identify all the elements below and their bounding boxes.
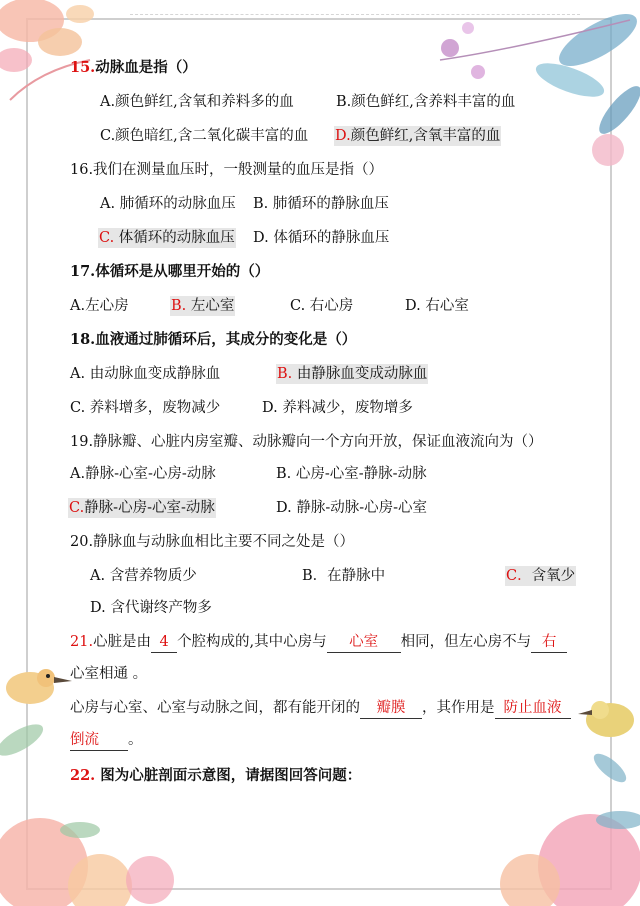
- q20-stem: 20.静脉血与动脉血相比主要不同之处是（）: [70, 534, 355, 550]
- q19-option-d: D. 静脉-动脉-心房-心室: [276, 500, 428, 516]
- q21-line-4: 倒流 。: [70, 730, 143, 751]
- q17-stem: 17.体循环是从哪里开始的（）: [70, 263, 270, 280]
- q19-option-a: A.静脉-心室-心房-动脉: [70, 466, 216, 482]
- q19-option-c-answer: C.静脉-心房-心室-动脉: [69, 500, 215, 516]
- q20-option-c-answer: C．含氧少: [506, 568, 576, 584]
- q19-option-b: B. 心房-心室-静脉-动脉: [276, 466, 427, 482]
- q16-option-c-answer: C. 体循环的动脉血压: [99, 230, 235, 246]
- q21-answer-1: 4: [151, 632, 177, 653]
- q17-option-a: A.左心房: [70, 298, 129, 314]
- q20-option-a: A. 含营养物质少: [90, 568, 197, 584]
- q21-answer-5b: 倒流: [70, 730, 128, 751]
- q15-option-c: C.颜色暗红,含二氧化碳丰富的血: [100, 128, 309, 144]
- q18-stem: 18.血液通过肺循环后，其成分的变化是（）: [70, 331, 357, 348]
- q21-answer-4: 瓣膜: [360, 698, 422, 719]
- q21-answer-2: 心室: [327, 632, 401, 653]
- q18-option-a: A. 由动脉血变成静脉血: [70, 366, 221, 382]
- q16-stem: 16.我们在测量血压时，一般测量的血压是指（）: [70, 162, 384, 178]
- q17-option-d: D. 右心室: [405, 298, 469, 314]
- q19-stem: 19.静脉瓣、心脏内房室瓣、动脉瓣向一个方向开放，保证血液流向为（）: [70, 434, 543, 450]
- q17-option-c: C. 右心房: [290, 298, 354, 314]
- q21-line-1: 21.心脏是由 4 个腔构成的,其中心房与 心室 相同，但左心房不与 右: [70, 632, 567, 653]
- q16-option-a: A. 肺循环的动脉血压: [100, 196, 236, 212]
- bird-right-icon: [570, 690, 640, 790]
- flower-bottom-right-icon: [470, 800, 640, 906]
- q15-option-d-answer: D.颜色鲜红,含氧丰富的血: [335, 128, 501, 144]
- q20-option-b: B．在静脉中: [302, 568, 386, 584]
- q15-option-a: A.颜色鲜红,含氧和养料多的血: [100, 94, 294, 110]
- q18-option-c: C. 养料增多，废物减少: [70, 400, 221, 416]
- flower-bottom-left-icon: [0, 790, 200, 906]
- bird-left-icon: [0, 650, 80, 770]
- q18-option-b-answer: B. 由静脉血变成动脉血: [277, 366, 428, 382]
- q21-answer-3: 右: [531, 632, 567, 653]
- q21-line-3: 心房与心室、心室与动脉之间，都有能开闭的 瓣膜 ，其作用是 防止血液: [70, 698, 571, 719]
- q18-option-d: D. 养料减少，废物增多: [262, 400, 413, 416]
- q21-answer-5a: 防止血液: [495, 698, 571, 719]
- q21-line-2: 心室相通 。: [70, 666, 148, 682]
- q16-option-b: B. 肺循环的静脉血压: [253, 196, 389, 212]
- q15-option-b: B.颜色鲜红,含养料丰富的血: [336, 94, 516, 110]
- q16-option-d: D. 体循环的静脉血压: [253, 230, 390, 246]
- q17-option-b-answer: B. 左心室: [171, 298, 235, 314]
- q15-stem: 15.动脉血是指（）: [70, 59, 197, 76]
- q20-option-d: D. 含代谢终产物多: [90, 600, 212, 616]
- q22-stem: 22. 图为心脏剖面示意图，请据图回答问题：: [70, 767, 362, 784]
